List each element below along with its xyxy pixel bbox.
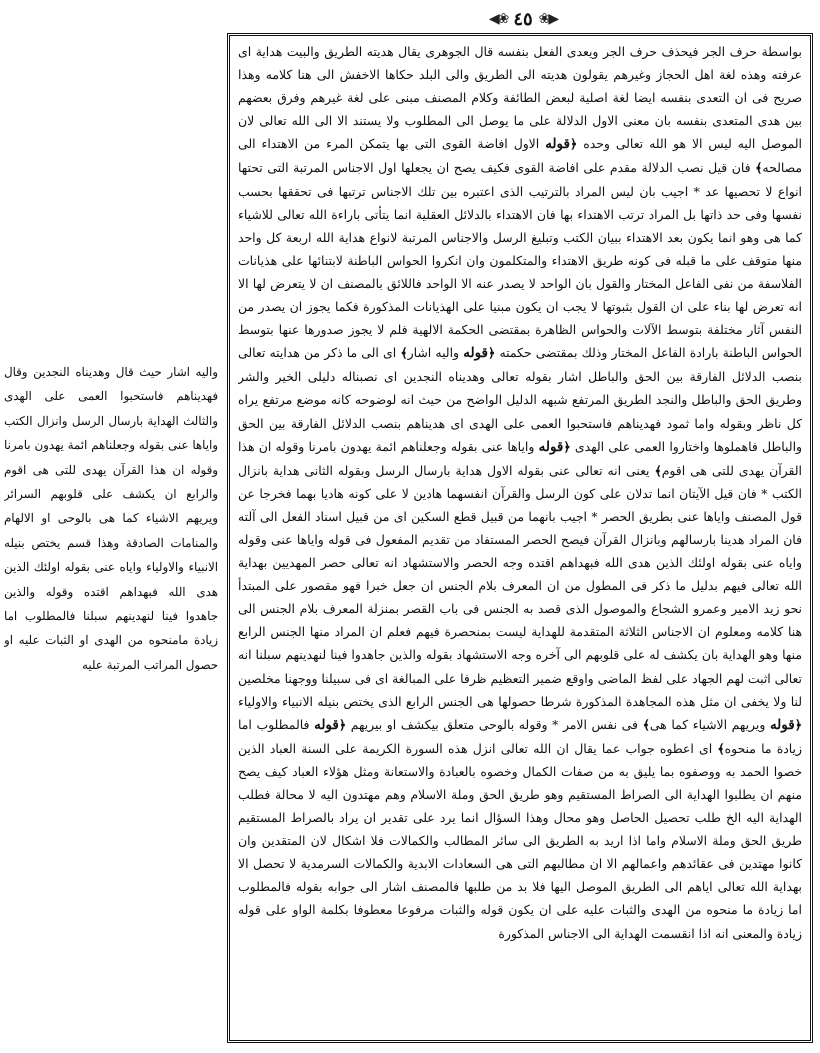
lemma: فالمطلوب اما زيادة ما منحوه [238, 716, 802, 756]
margin-commentary [4, 360, 218, 700]
main-text-frame [227, 33, 813, 1043]
keyword-qawluhu: قوله [314, 716, 339, 733]
text-segment: بواسطة حرف الجر فيحذف حرف الجر ويعدى الفعل بنفسه قال الجوهرى يقال هديته الطريق والبيت هداية اى عرفته وهذه لغة اهل الحجاز وغيرهم يقولون هديته الى الطريق والى البلد حكاها الاخفش الى هنا كلامه وهذا صريح فى ان التعدى بنفسه ايضا لغة اصلية لبعض الطائفة وكلام المصنف مبنى على لغة غيرهم وفرق بعضهم بين هدى المتعدى بنفسه بان معنى الاول الدلالة على ما يوصل الى المطلوب ولا يستند الا الى الله تعالى لان الموصل اليه ليس الا هو الله تعالى وحده [238, 44, 802, 152]
text-segment: اى الى ما ذكر من هدايته تعالى بنصب الدلائل الفارقة بين الحق والباطل اشار بقوله تعالى وهديناه النجدين اى نصبناله دليلى الخير والشر وطريق الحق والباطل والنجد الطريق المرتفع شبهه الدليل الواضح من حيث انه لوضوحه كانه موضع مرتفع يراه كل ناظر وبقوله واما ثمود فهديناهم فاستحبوا العمى على الهدى اى هديناهم بنصب الدلائل الفارقة بين الحق والباطل فاهملوها واختاروا العمى على الهدى [238, 345, 802, 454]
keyword-qawluhu: قوله [538, 438, 564, 455]
margin-commentary-text: واليه اشار حيث قال وهديناه النجدين وقال فهديناهم فاستحبوا العمى على الهدى والثالث الهداية بارسال الرسل وانزال الكتب واياها عنى بقوله وجعلناهم ائمة يهدون بامرنا وقوله ان هذا القرآن يهدى للتى هى اقوم والرابع ان يكشف على قلوبهم السرائر ويريهم الاشياء كما هى بالوحى او الالهام والمنامات الصادقة وهذا قسم يختص بنيله الانبياء والاولياء واياه عنى بقوله اولئك الذين هدى الله فبهداهم اقتده وقوله والذين جاهدوا فينا لنهدينهم سبلنا فالمطلوب اما زيادة مامنحوه من الهدى او الثبات عليه او حصول المراتب المرتبة عليه [4, 365, 218, 672]
keyword-qawluhu: قوله [545, 136, 570, 153]
ornament-left-icon: ◀❀ [488, 11, 508, 27]
page-number: ٤٥ [513, 8, 533, 30]
main-text [238, 40, 802, 1036]
text-segment: اى اعطوه جواب عما يقال ان الله تعالى انزل هذه السورة الكريمة على السنة العباد الذين خصوا الحمد به ووصفوه بما يليق به من صفات الكمال وخصوه بالعبادة والاستعانة ومثل هؤلاء العباد كيف يصح منهم ان يطلبوا الهداية الى الصراط المستقيم وهو طريق الحق وملة الاسلام وهم مهتدون اليه لا محالة فطلب الهداية اليه الخ طلب تحصيل الحاصل وهو محال وهذا السؤال انما يرد على تقدير ان يراد بالصراط المستقيم طريق الحق وملة الاسلام واما اذا اريد به الطريق الى سائر المطالب والكمالات فلا اشكال لان المتقدين وان كانوا مهتدين فى عقائدهم واعمالهم الا ان مطالبهم التى هى السعادات الابدية والكمالات السرمدية لا تحصل الا بهداية الله تعالى اياهم الى الطريق الموصل اليها فلا بد من طلبها فالمصنف اشار الى جوابه بقوله فالمطلوب اما زيادة ما منحوه من الهدى والثبات عليه على ان يكون قوله والثبات مرفوعا معطوفا بكلمة الواو على قوله زيادة والمعنى انه اذا انقسمت الهداية الى الاجناس المذكورة [238, 740, 802, 941]
lemma: واياها عنى بقوله وجعلناهم ائمة يهدون بامرنا وقوله ان هذا القرآن يهدى للتى هى اقوم [238, 438, 802, 478]
lemma: ويريهم الاشياء كما هى [649, 716, 766, 732]
ornament-right-icon: ❀▶ [538, 11, 558, 27]
keyword-qawluhu: قوله [463, 345, 488, 362]
text-segment: فى نفس الامر * وقوله بالوحى متعلق بيكشف او بيريهم [350, 716, 638, 732]
lemma: الاول افاضة القوى التى بها يتمكن المرء من الاهتداء الى مصالحه [238, 136, 802, 176]
main-text-body: بواسطة حرف الجر فيحذف حرف الجر ويعدى الفعل بنفسه قال الجوهرى يقال هديته الطريق والبيت هداية اى عرفته وهذه لغة اهل الحجاز وغيرهم يقولون هديته الى الطريق والى البلد حكاها الاخفش الى هنا كلامه وهذا صريح فى ان التعدى بنفسه ايضا لغة اصلية لبعض الطائفة وكلام المصنف مبنى على لغة غيرهم وفرق بعضهم بين هدى المتعدى بنفسه بان معنى الاول الدلالة على ما يوصل الى المطلوب ولا يستند الا الى الله تعالى لان الموصل اليه ليس الا هو الله تعالى وحده ﴿قوله الاول افاضة القوى التى بها يتمكن المرء من الاهتداء الى مصالحه﴾ فان قيل نصب الدلالة مقدم على افاضة القوى فكيف يصح ان يجعلها اول الاجناس المرتبة التى تحتها انواع لا تحصيها عد * اجيب بان ليس المراد بالترتيب الذى اعتبره بين تلك الاجناس ترتبها فى تحققها بحسب نفسها وفى حد ذاتها بل المراد ترتب الاهتداء بها فان الاهتداء بالدلائل العقلية انما يتأتى باراءة الله تعالى للاشياء كما هى وهو انما يكون بعد الاهتداء ببيان الكتب وتبليغ الرسل والاجناس المرتبة لانواع هداية الله اربعة كل واحد منها متوقف على ما قبله فى كونه طريق الاهتداء والمتكلمون وان انكروا الحواس الباطنة لابتنائها على هذيانات الفلاسفة من نفى الفاعل المختار والقول بان الواحد لا يصدر عنه الا الواحد فاللائق بالمصنف ان لا يتعرض لها الا انه تعرض لها بناء على ان القول بثبوتها لا يجب ان يكون مبنيا على الهذيانات المذكورة فكما يجوز ان يصدر من النفس آثار مختلفة بتوسط الآلات والحواس الظاهرة بمقتضى الحكمة الالهية فلم لا يجوز صدورها عنها بتوسط الحواس الباطنة بارادة الفاعل المختار وذلك بمقتضى حكمته ﴿قوله واليه اشار﴾ اى الى ما ذكر من هدايته تعالى بنصب الدلائل الفارقة بين الحق والباطل اشار بقوله تعالى وهديناه النجدين اى نصبناله دليلى الخير والشر وطريق الحق والباطل والنجد الطريق المرتفع شبهه الدليل الواضح من حيث انه لوضوحه كانه موضع مرتفع يراه كل ناظر وبقوله واما ثمود فهديناهم فاستحبوا العمى على الهدى اى هديناهم بنصب الدلائل الفارقة بين الحق والباطل فاهملوها واختاروا العمى على الهدى ﴿قوله واياها عنى بقوله وجعلناهم ائمة يهدون بامرنا وقوله ان هذا القرآن يهدى للتى هى اقوم﴾ يعنى انه تعالى عنى بقوله الاول هداية بارسال الرسل وبقوله الثانى هداية بانزال الكتب * فان قيل الآيتان انما تدلان على كون الرسل والقرآن انفسهما هادين لا على كونه هاديا بهما فخرجا عن قول المصنف واياها عنى بطريق الحصر * اجيب بانهما من قبيل قطع السكين اى من قبيل اسناد الفعل الى آلته فان المراد هدينا بارسالهم وبانزال القرآن فيصح الحصر المستفاد من تقديم المفعول فى قوله واياها عنى وقوله واياه عنى بقوله اولئك الذين هدى الله فبهداهم اقتده وجه الحصر والاستشهاد انه تعالى حصر المهديين بهداية الله تعالى فيهم بدليل ما ذكر فى المطول من ان المعرف بلام الجنس ان جعل خبرا فهو مقصور على المبتدأ نحو زيد الامير وعمرو الشجاع والموصول الذى قصد به الجنس فى باب القصر بمنزلة المعرف بلام الجنس الى هنا كلامه ومعلوم ان الاجناس الثلاثة المتقدمة للهداية ليست بمنحصرة فيهم فعلم ان المراد منها الجنس الرابع منها وهو الهداية بان يكشف له على قلوبهم الى آخره وجه الاستشهاد بقوله والذين جاهدوا فينا لنهدينهم سبلنا انه تعالى اثبت لهم الجهاد على لفظ الماضى واوقع ضمير التعظيم ظرفا على المبالغة اى فى سبيلنا ووجهنا مخلصين لنا ولا يخفى ان مثل هذه المجاهدة المذكورة شرطا حصولها هى الجنس الرابع الذى يختص بنيله الانبياء والاولياء ﴿قوله ويريهم الاشياء كما هى﴾ فى نفس الامر * وقوله بالوحى متعلق بيكشف او بيريهم ﴿قوله فالمطلوب اما زيادة ما منحوه﴾ اى اعطوه جواب عما يقال ان الله تعالى انزل هذه السورة الكريمة على السنة العباد الذين خصوا الحمد به ووصفوه بما يليق به من صفات الكمال وخصوه بالعبادة والاستعانة ومثل هؤلاء العباد كيف يصح منهم ان يطلبوا الهداية الى الصراط المستقيم وهو طريق الحق وملة الاسلام وهم مهتدون اليه لا محالة فطلب الهداية اليه الخ طلب تحصيل الحاصل وهو محال وهذا السؤال انما يرد على تقدير ان يراد بالصراط المستقيم طريق الحق وملة الاسلام واما اذا اريد به الطريق الى سائر المطالب والكمالات فلا اشكال لان المتقدين وان كانوا مهتدين فى عقائدهم واعمالهم الا ان مطالبهم التى هى السعادات الابدية والكمالات السرمدية لا تحصل الا بهداية الله تعالى اياهم الى الطريق الموصل اليها فلا بد من طلبها فالمصنف اشار الى جوابه بقوله فالمطلوب اما زيادة ما منحوه من الهدى والثبات عليه على ان يكون قوله والثبات مرفوعا معطوفا بكلمة الواو على قوله زيادة والمعنى انه اذا انقسمت الهداية الى الاجناس المذكورة [238, 44, 802, 941]
page-number-header [478, 6, 568, 32]
lemma: واليه اشار [407, 345, 460, 361]
text-segment: فان قيل نصب الدلالة مقدم على افاضة القوى فكيف يصح ان يجعلها اول الاجناس المرتبة التى تحتها انواع لا تحصيها عد * اجيب بان ليس المراد بالترتيب الذى اعتبره بين تلك الاجناس ترتبها فى تحققها بحسب نفسها وفى حد ذاتها بل المراد ترتب الاهتداء بها فان الاهتداء بالدلائل العقلية انما يتأتى باراءة الله تعالى للاشياء كما هى وهو انما يكون بعد الاهتداء ببيان الكتب وتبليغ الرسل والاجناس المرتبة لانواع هداية الله اربعة كل واحد منها متوقف على ما قبله فى كونه طريق الاهتداء والمتكلمون وان انكروا الحواس الباطنة لابتنائها على هذيانات الفلاسفة من نفى الفاعل المختار والقول بان الواحد لا يصدر عنه الا الواحد فاللائق بالمصنف ان لا يتعرض لها الا انه تعرض لها بناء على ان القول بثبوتها لا يجب ان يكون مبنيا على الهذيانات المذكورة فكما يجوز ان يصدر من النفس آثار مختلفة بتوسط الآلات والحواس الظاهرة بمقتضى الحكمة الالهية فلم لا يجوز صدورها عنها بتوسط الحواس الباطنة بارادة الفاعل المختار وذلك بمقتضى حكمته [238, 160, 802, 361]
keyword-qawluhu: قوله [769, 716, 795, 733]
text-segment: يعنى انه تعالى عنى بقوله الاول هداية بارسال الرسل وبقوله الثانى هداية بانزال الكتب * فان قيل الآيتان انما تدلان على كون الرسل والقرآن انفسهما هادين لا على كونه هاديا بهما فخرجا عن قول المصنف واياها عنى بطريق الحصر * اجيب بانهما من قبيل قطع السكين اى من قبيل اسناد الفعل الى آلته فان المراد هدينا بارسالهم وبانزال القرآن فيصح الحصر المستفاد من تقديم المفعول فى قوله واياها عنى وقوله واياه عنى بقوله اولئك الذين هدى الله فبهداهم اقتده وجه الحصر والاستشهاد انه تعالى حصر المهديين بهداية الله تعالى فيهم بدليل ما ذكر فى المطول من ان المعرف بلام الجنس ان جعل خبرا فهو مقصور على المبتدأ نحو زيد الامير وعمرو الشجاع والموصول الذى قصد به الجنس فى باب القصر بمنزلة المعرف بلام الجنس الى هنا كلامه ومعلوم ان الاجناس الثلاثة المتقدمة للهداية ليست بمنحصرة فيهم فعلم ان المراد منها الجنس الرابع منها وهو الهداية بان يكشف له على قلوبهم الى آخره وجه الاستشهاد بقوله والذين جاهدوا فينا لنهدينهم سبلنا انه تعالى اثبت لهم الجهاد على لفظ الماضى واوقع ضمير التعظيم ظرفا على المبالغة اى فى سبيلنا ووجهنا مخلصين لنا ولا يخفى ان مثل هذه المجاهدة المذكورة شرطا حصولها هى الجنس الرابع الذى يختص بنيله الانبياء والاولياء [238, 462, 802, 709]
